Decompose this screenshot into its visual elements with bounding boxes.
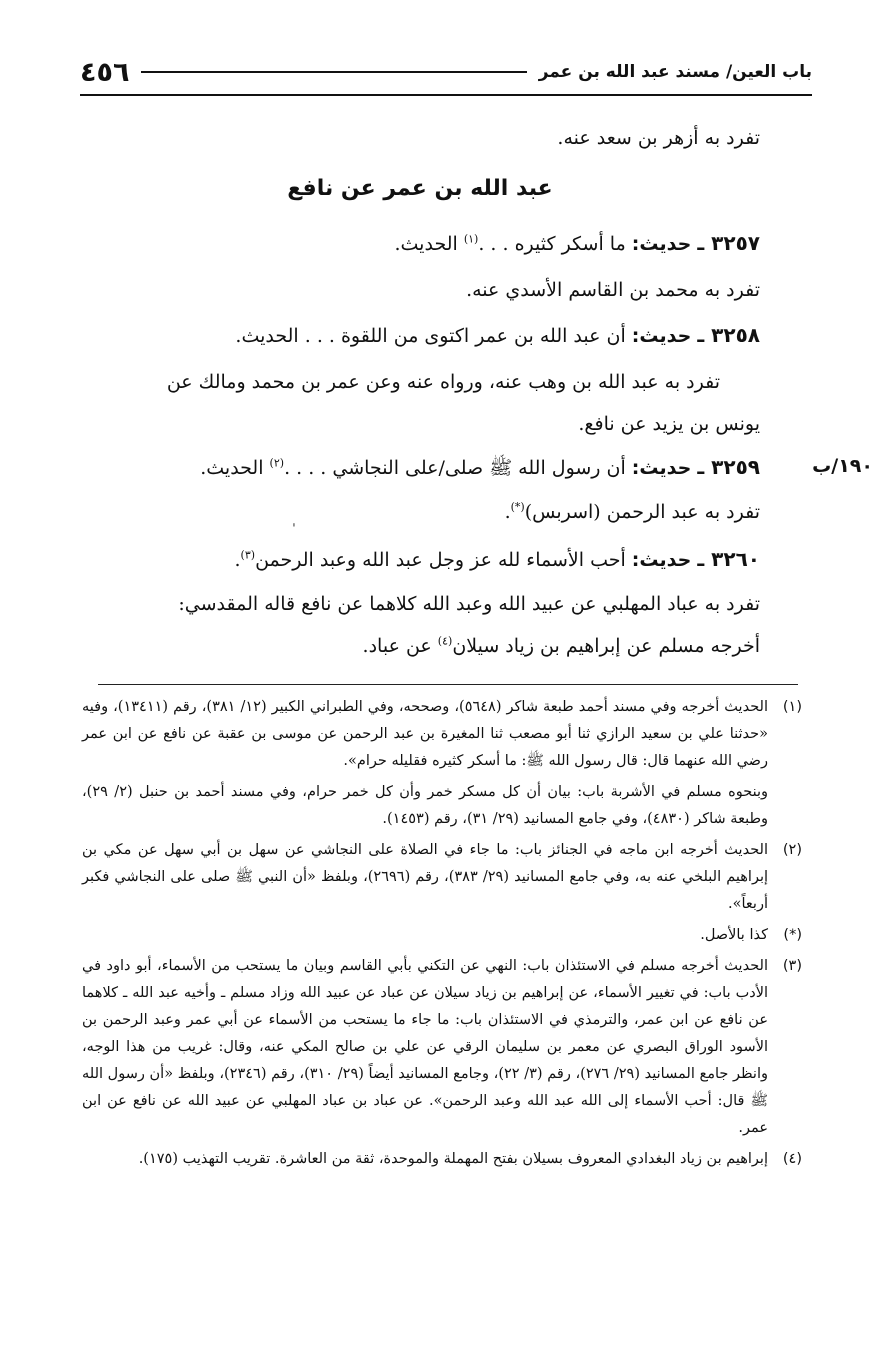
footnote-ref[interactable]: (*): [510, 500, 525, 514]
hadith-number: ٣٢٥٨ ـ: [697, 323, 760, 347]
hadith-tail: الحديث.: [394, 233, 464, 255]
note-3260-line1: تفرد به عباد المهلبي عن عبيد الله وعبد الله كلاهما عن نافع قاله المقدسي:: [178, 593, 760, 615]
note-tail: .: [504, 501, 511, 523]
hadith-label: حديث:: [631, 457, 692, 479]
hadith-text: ما أسكر كثيره . . .: [478, 233, 632, 255]
footnote-asterisk: [82, 922, 802, 949]
hadith-number: ٣٢٦٠ ـ: [697, 547, 760, 571]
footnote-ref[interactable]: (٤): [437, 634, 453, 648]
footnote-number: (٤): [782, 1150, 802, 1167]
note-text: أخرجه مسلم عن إبراهيم بن زياد سيلان: [452, 635, 760, 657]
hadith-tail: الحديث.: [200, 457, 270, 479]
note-tail: عن عباد.: [362, 635, 438, 657]
footnote-4: [82, 1146, 802, 1173]
hadith-tail: .: [234, 549, 241, 571]
footnote-number: [768, 779, 802, 833]
header-leader-line: [141, 71, 526, 73]
note-3257: تفرد به محمد بن القاسم الأسدي عنه.: [466, 279, 760, 301]
hadith-label: حديث:: [631, 549, 692, 571]
footnote-text: إبراهيم بن زياد البغدادي المعروف بسيلان بفتح المهملة والموحدة، ثقة من العاشرة. تقريب التهذيب (١٧٥).: [138, 1150, 768, 1167]
footnote-number: (*): [783, 926, 802, 943]
page-number: ٤٥٦: [80, 56, 130, 88]
footnote-2: [82, 837, 802, 918]
footnote-text: الحديث أخرجه مسلم في الاستئذان باب: النهي عن التكني بأبي القاسم وبيان ما يستحب من الأسماء، أبو داود في الأدب باب: في تغيير الأسماء، عن إبراهيم بن زياد سيلان عن عباد عن عبيد الله وزاد مسلم ـ وأخيه عبد الله ـ كلاهما عن نافع عن ابن عمر، والترمذي في الاستئذان باب: ما جاء ما يستحب من الأسماء عن أبي عمر وعبد الرحمن بن الأسود الوراق البصري عن معمر بن سليمان الرقي عن علي بن صالح المكي عنه، وقال: غريب من هذا الوجه، وانظر جامع المسانيد (٢٩/ ٢٧٦)، رقم (٣/ ٢٢)، وجامع المسانيد أيضاً (٢٩/ ٣١٠)، رقم (٢٣٤٦)، وبلفظ «أن رسول الله ﷺ قال: أحب الأسماء إلى الله عبد الله وعبد الرحمن». عن عباد بن عباد المهلبي عن عبيد الله عن نافع عن ابن عمر.: [82, 957, 768, 1136]
note-3259: [80, 498, 760, 527]
note-text: تفرد به عبد الرحمن (اسربس): [524, 501, 760, 523]
footnote-text: كذا بالأصل.: [700, 926, 768, 943]
manuscript-folio-note: ١٩٠/ب: [812, 455, 873, 477]
hadith-text: أن عبد الله بن عمر اكتوى من اللقوة . . . الحديث.: [235, 325, 632, 347]
hadith-3259: [80, 452, 760, 483]
header-rule: [80, 94, 812, 96]
footnote-1: [82, 694, 802, 775]
hadith-text: أحب الأسماء لله عز وجل عبد الله وعبد الرحمن: [255, 549, 632, 571]
footnote-text: وبنحوه مسلم في الأشربة باب: بيان أن كل مسكر خمر وأن كل خمر حرام، وفي مسند أحمد بن حنبل (٢/ ٢٩)، وطبعة شاكر (٤٨٣٠)، وفي جامع المسانيد (٢٩/ ٣١)، رقم (١٤٥٣).: [82, 783, 768, 827]
footnote-separator: [98, 684, 798, 685]
footnote-ref[interactable]: (٣): [240, 548, 256, 562]
page-header: [80, 52, 812, 92]
running-head: باب العين/ مسند عبد الله بن عمر: [538, 62, 812, 82]
hadith-3258: [80, 320, 760, 351]
footnote-1-continued: [82, 779, 802, 833]
footnote-text: الحديث أخرجه وفي مسند أحمد طبعة شاكر (٥٦٤٨)، وصححه، وفي الطبراني الكبير (١٢/ ٣٨١)، رقم (١٣٤١١)، وفيه «حدثنا علي بن سعيد الرازي ثنا أبو مصعب ثنا المغيرة بن عبد الرحمن عن موسى بن عقبة عن نافع عن ابن عمر رضي الله عنهما قال: قال رسول الله ﷺ: ما أسكر كثيره فقليله حرام».: [82, 699, 769, 769]
footnote-ref[interactable]: (١): [463, 232, 479, 246]
hadith-3260: [80, 544, 760, 575]
hadith-label: حديث:: [631, 325, 692, 347]
note-3258-line1: تفرد به عبد الله بن وهب عنه، ورواه عنه وعن عمر بن محمد ومالك عن: [166, 371, 720, 393]
closing-line: تفرد به أزهر بن سعد عنه.: [557, 127, 760, 149]
footnote-3: [82, 953, 802, 1142]
hadith-label: حديث:: [631, 233, 692, 255]
section-title: عبد الله بن عمر عن نافع: [287, 176, 553, 201]
hadith-number: ٣٢٥٧ ـ: [697, 231, 760, 255]
footnote-number: (١): [782, 699, 802, 715]
stray-mark: ˌ: [292, 513, 296, 529]
hadith-3257: [80, 228, 760, 259]
footnotes: [82, 694, 802, 1176]
footnote-number: (٢): [782, 841, 802, 858]
note-3260-line2: [40, 632, 760, 661]
footnote-ref[interactable]: (٢): [269, 456, 285, 470]
note-3258-line2: يونس بن يزيد عن نافع.: [578, 413, 760, 435]
footnote-number: (٣): [782, 957, 802, 974]
hadith-text: أن رسول الله ﷺ صلى/على النجاشي . . . .: [284, 457, 632, 479]
hadith-number: ٣٢٥٩ ـ: [697, 455, 760, 479]
footnote-text: الحديث أخرجه ابن ماجه في الجنائز باب: ما جاء في الصلاة على النجاشي عن سهل بن أبي سهل عن مكي بن إبراهيم البلخي عنه به، وفي جامع المسانيد (٢٩/ ٣٨٣)، رقم (٢٦٩٦)، وبلفظ «أن النبي ﷺ صلى على النجاشي فكبر أربعاً».: [82, 841, 769, 912]
